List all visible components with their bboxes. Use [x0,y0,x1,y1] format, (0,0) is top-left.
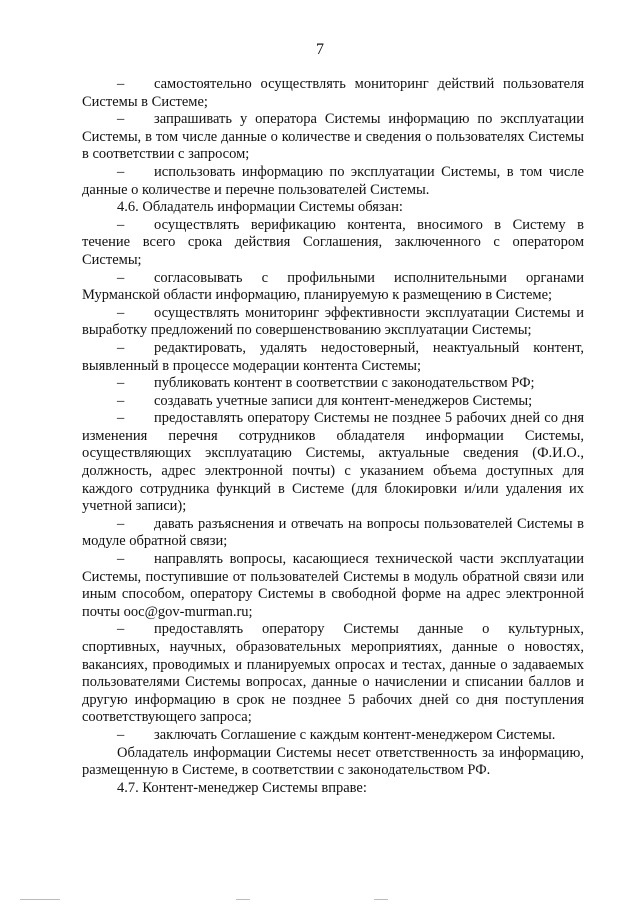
list-item-text: давать разъяснения и отвечать на вопросы пользователей Системы в модуле обратной связи; [82,515,584,550]
list-item-text: создавать учетные записи для контент-менеджеров Системы; [154,392,533,409]
list-item [82,164,584,199]
list-dash: – [117,375,125,392]
scan-artifact [374,899,388,900]
list-item [82,111,584,164]
list-item [82,516,584,551]
list-item-text: предоставлять оператору Системы данные о культурных, спортивных, научных, образовательных мероприятиях, данные о новостях, вакансиях, проводимых и планируемых опросах и тестах, данные о задаваемых пользователями Системы вопросах, данные о начислении и списании баллов и другую информацию в срок не позднее 5 рабочих дней со дня поступления соответствующего запроса; [82,621,584,726]
list-dash: – [117,216,125,233]
scan-artifact [20,899,60,900]
list-item [82,393,584,411]
list-dash: – [117,76,125,92]
list-dash: – [117,163,125,180]
list-item [82,340,584,375]
list-item-text: использовать информацию по эксплуатации Системы, в том числе данные о количестве и перечне пользователей Системы. [82,163,584,198]
list-item-text: запрашивать у оператора Системы информацию по эксплуатации Системы, в том числе данные о количестве и сведения о пользователях Системы в соответствии с запросом; [82,111,584,163]
list-dash: – [117,515,125,532]
list-item-text: заключать Соглашение с каждым контент-менеджером Системы. [154,726,556,743]
list-dash: – [117,269,125,286]
list-item [82,375,584,393]
section-heading: 4.7. Контент-менеджер Системы вправе: [117,779,367,796]
list-item-text: согласовывать с профильными исполнительными органами Мурманской области информацию, планируемую к размещению в Системе; [82,269,584,304]
list-dash: – [117,551,125,568]
list-item-text: предоставлять оператору Системы не позднее 5 рабочих дней со дня изменения перечня сотрудников обладателя информации Системы, осуществляющих эксплуатацию Системы, актуальные сведения (Ф.И.О., должность, адрес электронной почты) с указанием объема доступных для каждого сотрудника функций в Системе (для блокировки и/или удаления их учетной записи); [82,410,584,515]
list-item [82,76,584,111]
list-item [82,305,584,340]
list-dash: – [117,304,125,321]
list-item-text: редактировать, удалять недостоверный, неактуальный контент, выявленный в процессе модерации контента Системы; [82,339,584,374]
list-item [82,270,584,305]
list-item [82,410,584,516]
list-dash: – [117,621,125,638]
list-item-text: направлять вопросы, касающиеся технической части эксплуатации Системы, поступившие от пользователей Системы в модуль обратной связи или иным способом, оператору Системы в свободной форме на адрес электронной почты ooc@gov-murman.ru; [82,551,584,620]
page-number: 7 [316,41,324,58]
section-heading: 4.6. Обладатель информации Системы обязан: [117,199,403,216]
list-item-text: публиковать контент в соответствии с законодательством РФ; [154,375,535,392]
body-paragraph: Обладатель информации Системы несет ответственность за информацию, размещенную в Системе, в соответствии с законодательством РФ. [82,744,584,779]
list-item-text: самостоятельно осуществлять мониторинг действий пользователя Системы в Системе; [82,76,584,110]
list-dash: – [117,111,125,128]
list-dash: – [117,339,125,356]
scan-artifact [236,899,250,900]
list-item [82,621,584,727]
list-item [82,727,584,745]
list-item-text: осуществлять мониторинг эффективности эксплуатации Системы и выработку предложений по совершенствованию эксплуатации Системы; [82,304,584,339]
list-item [82,217,584,270]
document-body [82,76,584,797]
list-item [82,551,584,621]
page-bottom-edge [0,899,640,903]
list-dash: – [117,726,125,743]
list-dash: – [117,392,125,409]
list-dash: – [117,410,125,427]
list-item-text: осуществлять верификацию контента, вносимого в Систему в течение всего срока действия Соглашения, заключенного с оператором Системы; [82,216,584,268]
